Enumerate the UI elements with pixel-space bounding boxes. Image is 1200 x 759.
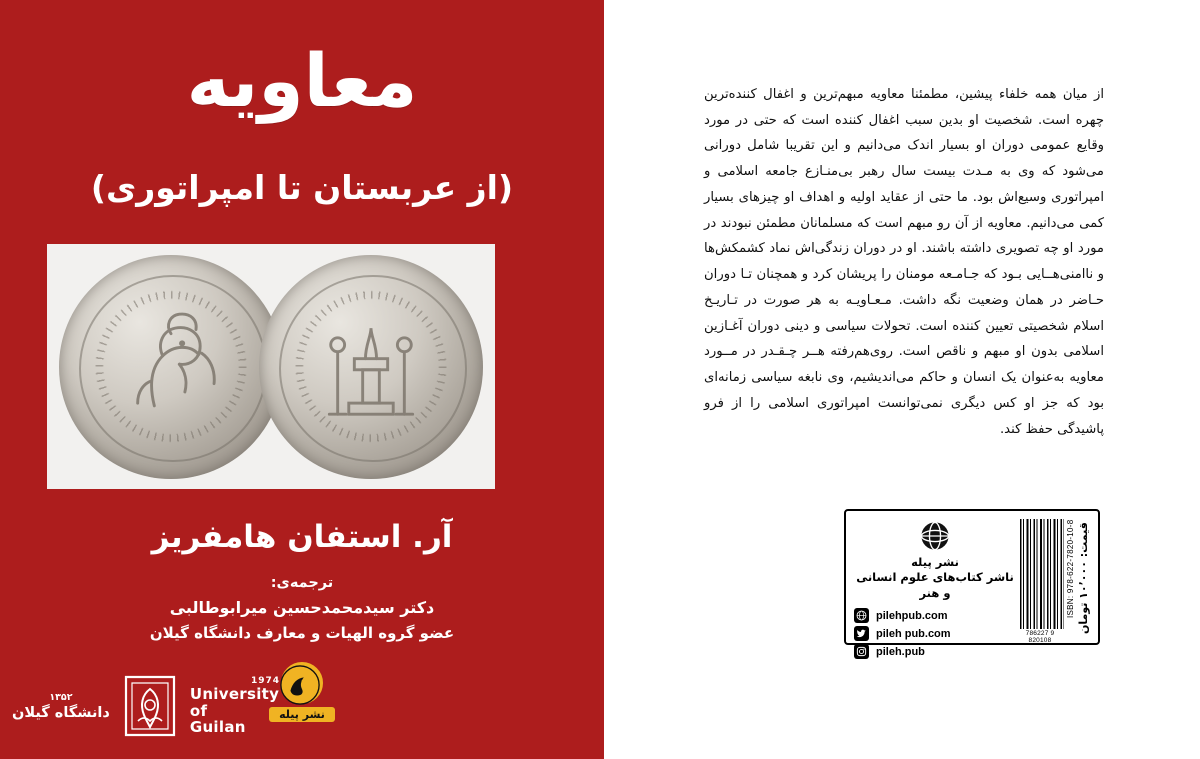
university-year-en: 1974	[250, 675, 280, 686]
university-name-en-block	[190, 676, 280, 736]
cover-image-frame	[47, 244, 495, 489]
coin-obverse-icon	[59, 255, 283, 479]
twitter-text: pileh pub.com	[876, 627, 951, 640]
university-logo	[12, 663, 280, 749]
instagram-icon	[854, 644, 869, 659]
isbn-label: ISBN: 978-622-7820-10-8	[1066, 519, 1075, 618]
barcode-icon	[1020, 519, 1064, 629]
book-title: معاویه	[186, 39, 418, 124]
translator-affiliation: عضو گروه الهیات و معارف دانشگاه گیلان	[149, 624, 455, 643]
social-website[interactable]	[854, 608, 1002, 623]
university-name-en-line2: Guilan	[189, 718, 246, 737]
coin-rim-dots	[63, 259, 278, 474]
publisher-socials	[854, 608, 1016, 659]
coin-bust-motif	[102, 297, 241, 436]
coin-fire-altar-motif	[302, 297, 441, 436]
university-name-fa: دانشگاه گیلان	[12, 704, 110, 721]
book-subtitle: (از عربستان تا امپراتوری)	[90, 168, 514, 207]
coin-rim-dots	[263, 259, 478, 474]
seal-emblem-icon	[281, 662, 323, 704]
barcode-block	[1016, 519, 1075, 644]
translator-block	[0, 572, 604, 646]
seal-label: نشر پیله	[269, 707, 335, 722]
coin-reverse-icon	[259, 255, 483, 479]
university-emblem-icon	[118, 671, 182, 741]
publisher-info-box	[844, 509, 1100, 658]
blurb-paragraph: از میان همه خلفاء پیشین، مطمئنا معاویه مبهم‌ترین و اغفال کننده‌ترین چهره است. شخصیت او بدین سبب اغفال کننده است که حتی در مورد وقایع عمومی دوران او بسیار اندک می‌دانیم و این تقریبا شامل دورانی می‌شود که وی به مـدت بیست سال رهبر بی‌منـازع جامعه اسلامی و امپراتوری وسیع‌اش بود. ما حتی از عقاید اولیه و اهداف او چیزهای بسیار کمی می‌دانیم. معاویه از آن رو مبهم است که مسلمانان مطمئن نبودند در مورد او چه تصویری داشته باشند. او در دوران زندگی‌اش نماد کشمکش‌ها و ناامنی‌هــایی بـود که جـامـعه مومنان را پریشان کرد و همچنان تـا دوران حـاضر در همان وضعیت نگه داشت. مـعـاویـه به هر صورت در تـاریـخ اسلام شخصیتی تعیین کننده است. تحولات سیاسی و دینی دوران آغـازین اسلامی بدون او مبهم و ناقص است. روی‌هم‌رفته هــر چـقـدر در مــورد معاویه به‌عنوان یک انسان و حاکم می‌اندیشیم، وی نابغه سیاسی زمانه‌ای بود که جز او کس دیگری نمی‌توانست امپراتوری اسلامی را از فرو پاشیدگی حفظ کند.	[704, 87, 1104, 437]
translator-name: دکتر سیدمحمدحسین میرابوطالبی	[169, 598, 435, 618]
price-and-barcode	[1016, 517, 1090, 644]
publisher-identity	[854, 517, 1016, 658]
university-year-fa: ۱۳۵۲	[49, 691, 73, 703]
publisher-name: نشر پیله	[911, 555, 959, 569]
university-name-fa-block	[12, 692, 110, 721]
university-name-en-line1: University of	[189, 684, 280, 720]
translator-label: ترجمه‌ی:	[270, 575, 334, 591]
price-label: قیمت: ۱۰٬۰۰۰ تومان	[1077, 522, 1090, 634]
back-cover	[604, 0, 1200, 759]
globe-small-icon	[854, 608, 869, 623]
coin-photo	[53, 250, 489, 483]
social-twitter[interactable]	[854, 626, 1002, 641]
barcode-number: 9 786227 820108	[1025, 630, 1055, 644]
instagram-text: pileh.pub	[876, 645, 925, 658]
website-text: pilehpub.com	[876, 609, 948, 622]
globe-icon	[918, 519, 952, 553]
back-cover-blurb	[704, 82, 1104, 442]
publisher-tagline: ناشر کتاب‌های علوم انسانی و هنر	[856, 570, 1014, 600]
social-instagram[interactable]	[854, 644, 1002, 659]
twitter-icon	[854, 626, 869, 641]
book-author: آر. استفان هامفریز	[151, 519, 453, 555]
